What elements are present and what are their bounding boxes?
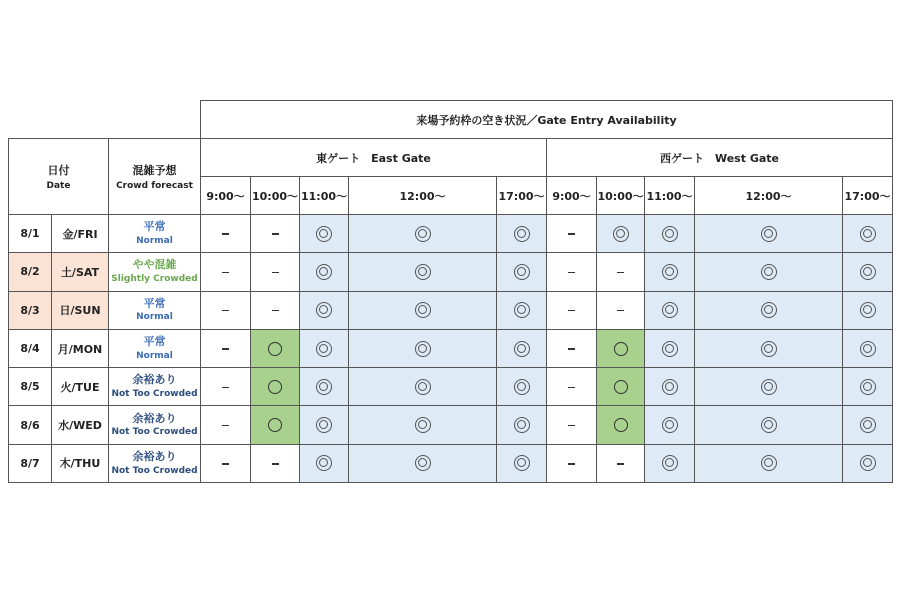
day-cell: 日/SUN bbox=[52, 291, 109, 329]
crowd-forecast-cell bbox=[109, 253, 201, 291]
double-circle-icon bbox=[761, 302, 777, 318]
slot-cell bbox=[645, 291, 695, 329]
crowd-forecast-ja: 平常 bbox=[143, 296, 166, 310]
dash-icon bbox=[272, 233, 279, 235]
slot-cell bbox=[300, 406, 349, 444]
day-cell: 木/THU bbox=[52, 444, 109, 482]
dash-icon bbox=[617, 310, 624, 312]
slot-cell bbox=[597, 444, 645, 482]
east-gate-header: 東ゲート East Gate bbox=[201, 139, 547, 177]
dash-icon bbox=[568, 233, 575, 235]
double-circle-icon bbox=[415, 417, 431, 433]
crowd-forecast-en: Not Too Crowded bbox=[111, 465, 198, 476]
crowd-header bbox=[109, 139, 201, 215]
slot-cell bbox=[251, 291, 300, 329]
double-circle-icon bbox=[316, 379, 332, 395]
date-cell: 8/5 bbox=[9, 368, 52, 406]
circle-icon bbox=[268, 342, 282, 356]
slot-cell bbox=[597, 291, 645, 329]
table-row bbox=[9, 253, 893, 291]
circle-icon bbox=[614, 380, 628, 394]
dash-icon bbox=[222, 233, 229, 235]
dash-icon bbox=[568, 272, 575, 274]
crowd-forecast-cell bbox=[109, 329, 201, 367]
slot-cell bbox=[695, 253, 843, 291]
east-time-10: 10:00～ bbox=[251, 177, 300, 215]
double-circle-icon bbox=[514, 341, 530, 357]
slot-cell bbox=[645, 444, 695, 482]
date-cell: 8/1 bbox=[9, 215, 52, 253]
west-gate-header: 西ゲート West Gate bbox=[547, 139, 893, 177]
dash-icon bbox=[568, 387, 575, 389]
slot-cell bbox=[695, 291, 843, 329]
dash-icon bbox=[617, 463, 624, 465]
double-circle-icon bbox=[662, 302, 678, 318]
table-row bbox=[9, 368, 893, 406]
double-circle-icon bbox=[761, 455, 777, 471]
double-circle-icon bbox=[662, 226, 678, 242]
slot-cell bbox=[349, 329, 497, 367]
double-circle-icon bbox=[662, 417, 678, 433]
west-time-17: 17:00～ bbox=[843, 177, 893, 215]
slot-cell bbox=[843, 329, 893, 367]
double-circle-icon bbox=[860, 417, 876, 433]
slot-cell bbox=[251, 253, 300, 291]
date-header-ja: 日付 bbox=[47, 164, 70, 177]
slot-cell bbox=[843, 253, 893, 291]
double-circle-icon bbox=[860, 264, 876, 280]
slot-cell bbox=[695, 444, 843, 482]
slot-cell bbox=[497, 291, 547, 329]
table-row bbox=[9, 215, 893, 253]
dash-icon bbox=[568, 425, 575, 427]
crowd-forecast-en: Normal bbox=[136, 312, 173, 323]
double-circle-icon bbox=[860, 455, 876, 471]
slot-cell bbox=[349, 368, 497, 406]
double-circle-icon bbox=[316, 417, 332, 433]
west-time-10: 10:00～ bbox=[597, 177, 645, 215]
slot-cell bbox=[645, 329, 695, 367]
double-circle-icon bbox=[860, 379, 876, 395]
slot-cell bbox=[695, 406, 843, 444]
dash-icon bbox=[272, 463, 279, 465]
double-circle-icon bbox=[316, 302, 332, 318]
date-header-en: Date bbox=[46, 181, 71, 191]
slot-cell bbox=[547, 444, 597, 482]
table-row bbox=[9, 406, 893, 444]
crowd-forecast-ja: 平常 bbox=[143, 335, 166, 349]
slot-cell bbox=[843, 291, 893, 329]
dash-icon bbox=[222, 310, 229, 312]
double-circle-icon bbox=[761, 226, 777, 242]
double-circle-icon bbox=[316, 226, 332, 242]
dash-icon bbox=[222, 425, 229, 427]
crowd-forecast-ja: 余裕あり bbox=[132, 449, 177, 463]
slot-cell bbox=[251, 406, 300, 444]
slot-cell bbox=[497, 253, 547, 291]
crowd-forecast-cell bbox=[109, 368, 201, 406]
slot-cell bbox=[497, 329, 547, 367]
west-time-9: 9:00～ bbox=[547, 177, 597, 215]
slot-cell bbox=[201, 215, 251, 253]
double-circle-icon bbox=[514, 264, 530, 280]
double-circle-icon bbox=[860, 226, 876, 242]
table-row bbox=[9, 291, 893, 329]
slot-cell bbox=[251, 368, 300, 406]
double-circle-icon bbox=[316, 455, 332, 471]
double-circle-icon bbox=[316, 341, 332, 357]
crowd-forecast-cell bbox=[109, 444, 201, 482]
west-time-12: 12:00～ bbox=[695, 177, 843, 215]
crowd-forecast-ja: 平常 bbox=[143, 220, 166, 234]
slot-cell bbox=[300, 329, 349, 367]
crowd-forecast-cell bbox=[109, 406, 201, 444]
crowd-forecast-en: Not Too Crowded bbox=[111, 389, 198, 400]
date-cell: 8/7 bbox=[9, 444, 52, 482]
double-circle-icon bbox=[514, 455, 530, 471]
slot-cell bbox=[201, 291, 251, 329]
slot-cell bbox=[645, 368, 695, 406]
slot-cell bbox=[349, 406, 497, 444]
slot-cell bbox=[597, 406, 645, 444]
slot-cell bbox=[497, 215, 547, 253]
crowd-forecast-ja: やや混雑 bbox=[132, 258, 177, 272]
slot-cell bbox=[547, 291, 597, 329]
crowd-forecast-ja: 余裕あり bbox=[132, 373, 177, 387]
slot-cell bbox=[300, 291, 349, 329]
slot-cell bbox=[695, 368, 843, 406]
date-cell: 8/3 bbox=[9, 291, 52, 329]
slot-cell bbox=[201, 406, 251, 444]
dash-icon bbox=[222, 387, 229, 389]
double-circle-icon bbox=[316, 264, 332, 280]
dash-icon bbox=[222, 348, 229, 350]
crowd-header-en: Crowd forecast bbox=[116, 181, 193, 191]
slot-cell bbox=[645, 406, 695, 444]
slot-cell bbox=[497, 444, 547, 482]
slot-cell bbox=[349, 215, 497, 253]
circle-icon bbox=[614, 418, 628, 432]
date-cell: 8/2 bbox=[9, 253, 52, 291]
slot-cell bbox=[251, 444, 300, 482]
double-circle-icon bbox=[860, 302, 876, 318]
day-cell: 火/TUE bbox=[52, 368, 109, 406]
double-circle-icon bbox=[415, 264, 431, 280]
double-circle-icon bbox=[415, 455, 431, 471]
west-time-11: 11:00～ bbox=[645, 177, 695, 215]
day-cell: 土/SAT bbox=[52, 253, 109, 291]
double-circle-icon bbox=[662, 379, 678, 395]
circle-icon bbox=[268, 380, 282, 394]
slot-cell bbox=[201, 329, 251, 367]
double-circle-icon bbox=[514, 226, 530, 242]
slot-cell bbox=[251, 329, 300, 367]
east-time-12: 12:00～ bbox=[349, 177, 497, 215]
double-circle-icon bbox=[761, 264, 777, 280]
slot-cell bbox=[645, 215, 695, 253]
slot-cell bbox=[201, 253, 251, 291]
double-circle-icon bbox=[761, 417, 777, 433]
table-row bbox=[9, 444, 893, 482]
table-title: 来場予約枠の空き状況／Gate Entry Availability bbox=[201, 101, 893, 139]
date-cell: 8/6 bbox=[9, 406, 52, 444]
double-circle-icon bbox=[415, 302, 431, 318]
slot-cell bbox=[597, 215, 645, 253]
circle-icon bbox=[614, 342, 628, 356]
slot-cell bbox=[843, 406, 893, 444]
slot-cell bbox=[547, 406, 597, 444]
double-circle-icon bbox=[761, 341, 777, 357]
crowd-forecast-en: Normal bbox=[136, 235, 173, 246]
double-circle-icon bbox=[860, 341, 876, 357]
double-circle-icon bbox=[514, 379, 530, 395]
slot-cell bbox=[843, 215, 893, 253]
double-circle-icon bbox=[761, 379, 777, 395]
day-cell: 水/WED bbox=[52, 406, 109, 444]
slot-cell bbox=[349, 291, 497, 329]
dash-icon bbox=[222, 463, 229, 465]
crowd-forecast-cell bbox=[109, 215, 201, 253]
dash-icon bbox=[568, 463, 575, 465]
slot-cell bbox=[300, 215, 349, 253]
crowd-forecast-en: Not Too Crowded bbox=[111, 427, 198, 438]
slot-cell bbox=[547, 368, 597, 406]
slot-cell bbox=[843, 444, 893, 482]
day-cell: 月/MON bbox=[52, 329, 109, 367]
dash-icon bbox=[617, 272, 624, 274]
double-circle-icon bbox=[662, 455, 678, 471]
date-cell: 8/4 bbox=[9, 329, 52, 367]
slot-cell bbox=[547, 253, 597, 291]
crowd-forecast-en: Normal bbox=[136, 350, 173, 361]
slot-cell bbox=[645, 253, 695, 291]
double-circle-icon bbox=[415, 341, 431, 357]
slot-cell bbox=[300, 368, 349, 406]
day-cell: 金/FRI bbox=[52, 215, 109, 253]
blank-corner bbox=[9, 101, 201, 139]
crowd-forecast-cell bbox=[109, 291, 201, 329]
slot-cell bbox=[597, 368, 645, 406]
table-row bbox=[9, 329, 893, 367]
dash-icon bbox=[568, 348, 575, 350]
slot-cell bbox=[547, 329, 597, 367]
double-circle-icon bbox=[415, 379, 431, 395]
slot-cell bbox=[201, 368, 251, 406]
slot-cell bbox=[300, 253, 349, 291]
slot-cell bbox=[695, 215, 843, 253]
slot-cell bbox=[843, 368, 893, 406]
availability-table bbox=[8, 100, 893, 483]
dash-icon bbox=[272, 272, 279, 274]
double-circle-icon bbox=[613, 226, 629, 242]
double-circle-icon bbox=[662, 264, 678, 280]
double-circle-icon bbox=[415, 226, 431, 242]
east-time-11: 11:00～ bbox=[300, 177, 349, 215]
circle-icon bbox=[268, 418, 282, 432]
slot-cell bbox=[349, 253, 497, 291]
crowd-header-ja: 混雑予想 bbox=[132, 164, 177, 177]
crowd-forecast-ja: 余裕あり bbox=[132, 411, 177, 425]
slot-cell bbox=[597, 329, 645, 367]
slot-cell bbox=[695, 329, 843, 367]
slot-cell bbox=[349, 444, 497, 482]
slot-cell bbox=[597, 253, 645, 291]
slot-cell bbox=[497, 368, 547, 406]
east-time-17: 17:00～ bbox=[497, 177, 547, 215]
slot-cell bbox=[497, 406, 547, 444]
slot-cell bbox=[201, 444, 251, 482]
slot-cell bbox=[300, 444, 349, 482]
dash-icon bbox=[222, 272, 229, 274]
date-header bbox=[9, 139, 109, 215]
double-circle-icon bbox=[514, 302, 530, 318]
slot-cell bbox=[251, 215, 300, 253]
dash-icon bbox=[272, 310, 279, 312]
slot-cell bbox=[547, 215, 597, 253]
double-circle-icon bbox=[662, 341, 678, 357]
crowd-forecast-en: Slightly Crowded bbox=[111, 274, 198, 285]
double-circle-icon bbox=[514, 417, 530, 433]
dash-icon bbox=[568, 310, 575, 312]
east-time-9: 9:00～ bbox=[201, 177, 251, 215]
